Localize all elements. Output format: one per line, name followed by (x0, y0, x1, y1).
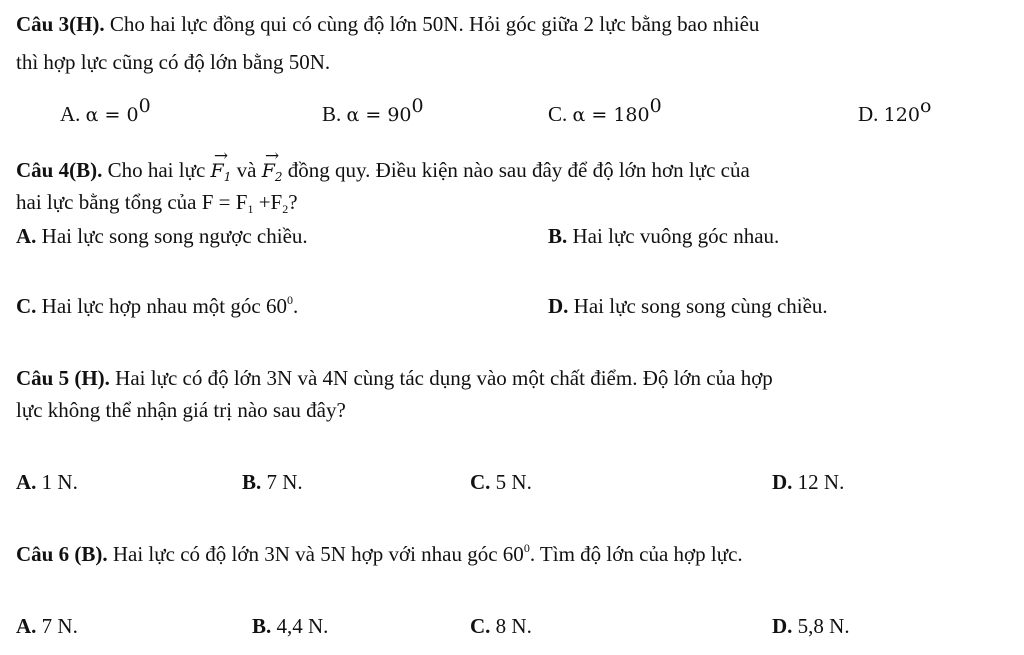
q4-stem-line1: Câu 4(B). Cho hai lực → $F_1$ và → $F_2$ đồng quy. Điều kiện nào sau đây để độ lớn hơn lực của (16, 158, 750, 183)
q3-stem-line2: thì hợp lực cũng có độ lớn bằng 50N. (16, 50, 331, 74)
q5-stem-line1: Câu 5 (H). Hai lực có độ lớn 3N và 4N cùng tác dụng vào một chất điểm. Độ lớn của hợp (16, 366, 773, 390)
q5-option-d: D. 12 N. (772, 470, 845, 494)
q5-label: Câu 5 (H). (16, 366, 110, 390)
q6-label: Câu 6 (B). (16, 542, 108, 566)
q5-option-c: C. 5 N. (470, 470, 532, 494)
q4-label: Câu 4(B). (16, 158, 103, 182)
q6-stem: Câu 6 (B). Hai lực có độ lớn 3N và 5N hợp với nhau góc $60^0$. Tìm độ lớn của hợp lực. (16, 541, 743, 566)
q4-option-c: C. Hai lực hợp nhau một góc $60^0$. (16, 293, 299, 318)
q5-option-a: A. 1 N. (16, 470, 78, 494)
q3-option-b: B. $\alpha = 90^0$ (322, 95, 424, 126)
q3-option-c: C. $\alpha = 180^0$ (548, 95, 662, 126)
q4-option-d: D. Hai lực song song cùng chiều. (548, 294, 828, 318)
q6-option-c: C. 8 N. (470, 614, 532, 638)
q4-option-a: A. Hai lực song song ngược chiều. (16, 224, 308, 248)
q3-option-d: D. 120$^o$ (858, 95, 932, 126)
q6-option-d: D. 5,8 N. (772, 614, 850, 638)
q3-label: Câu 3(H). (16, 12, 105, 36)
q3-stem-line1 (16, 12, 759, 37)
vector-f1: → $F_1$ (211, 158, 232, 183)
q5-stem-line2: lực không thể nhận giá trị nào sau đây? (16, 398, 346, 422)
q5-option-b: B. 7 N. (242, 470, 303, 494)
q6-option-b: B. 4,4 N. (252, 614, 329, 638)
q3-option-a: A. $\alpha = 0^0$ (60, 95, 151, 126)
vector-f2: → $F_2$ (262, 158, 283, 183)
q6-option-a: A. 7 N. (16, 614, 78, 638)
q3-text1: Cho hai lực đồng qui có cùng độ lớn 50N. Hỏi góc giữa 2 lực bằng bao nhiêu (109, 12, 760, 36)
q4-option-b: B. Hai lực vuông góc nhau. (548, 224, 780, 248)
q4-stem-line2: hai lực bằng tổng của $F = F_1 +F_2$? (16, 190, 298, 216)
